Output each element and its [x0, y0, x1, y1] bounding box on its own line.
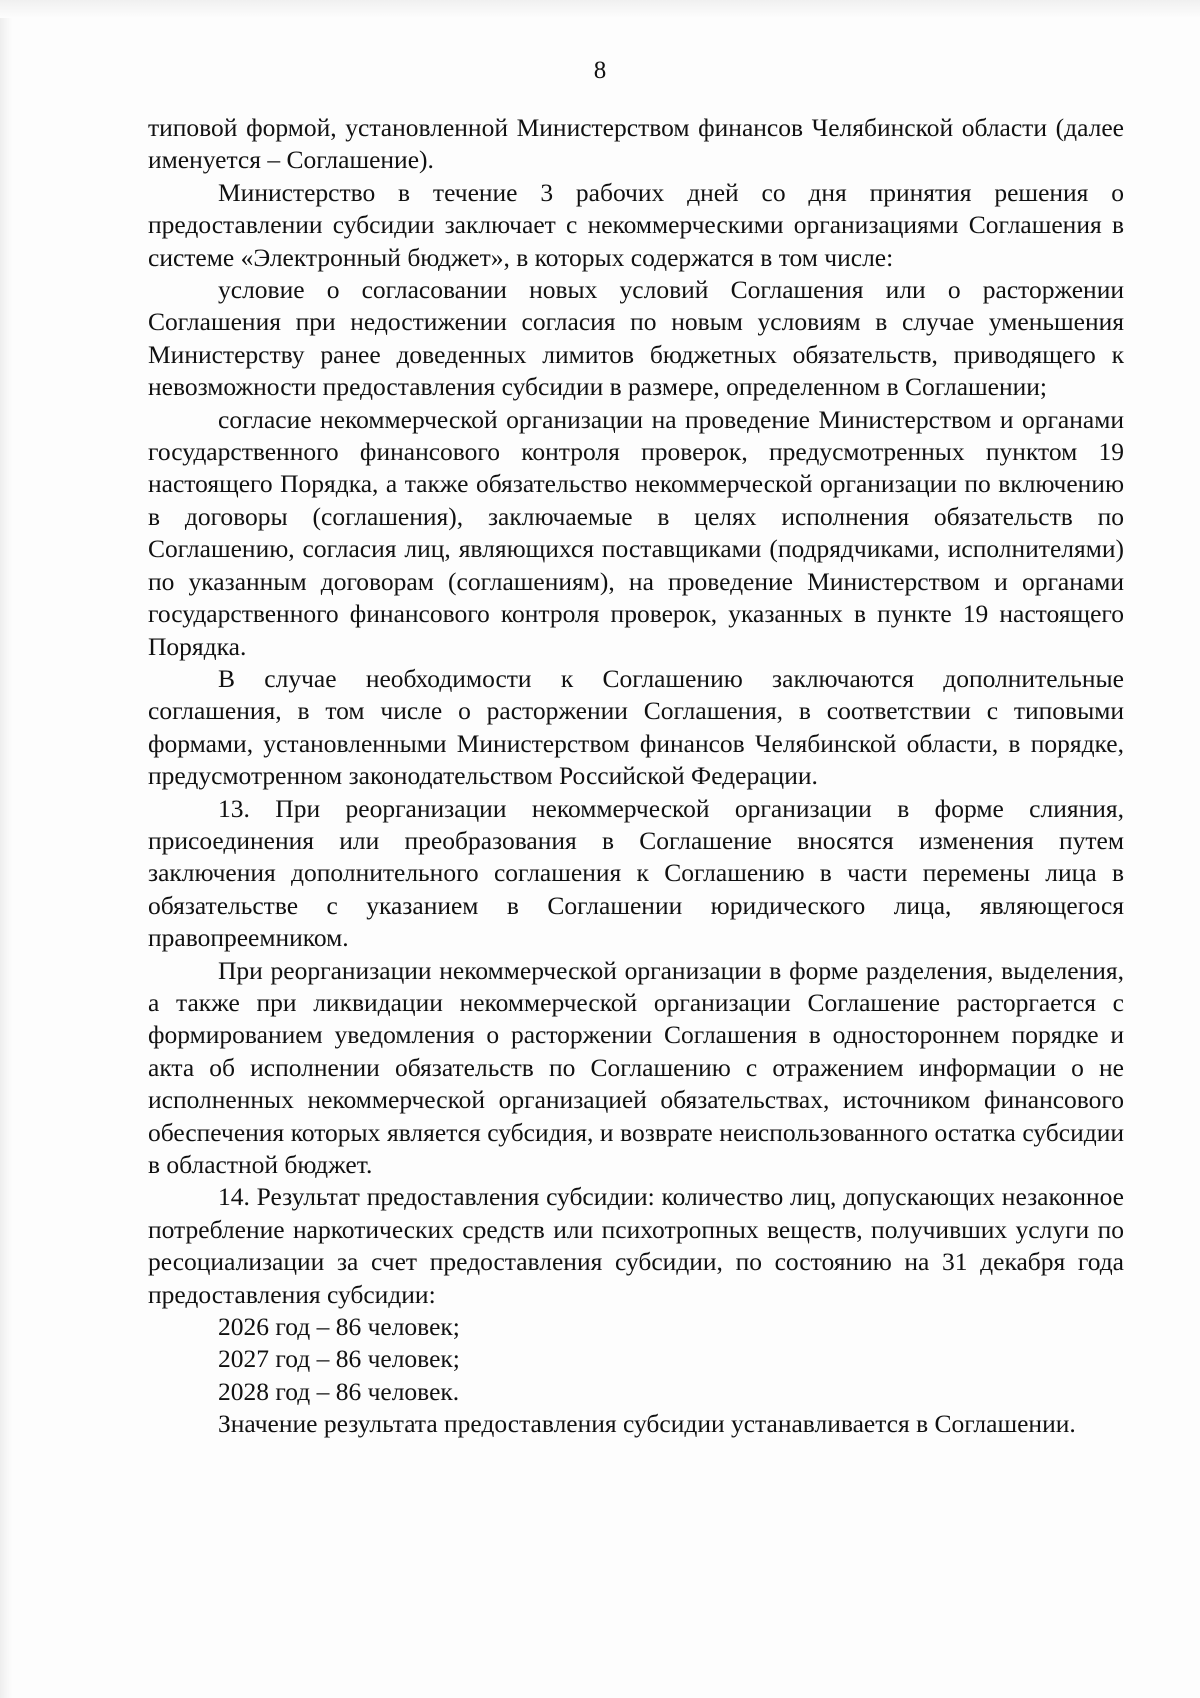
scan-edge-shadow: [0, 0, 12, 1698]
paragraph: Значение результата предоставления субсидии устанавливается в Соглашении.: [218, 1409, 1076, 1439]
paragraph: согласие некоммерческой организации на проведение Министерством и органами государственного финансового контроля проверок, предусмотренных пунктом 19 настоящего Порядка, а также обязательство некоммерческой организации по включению в договоры (соглашения), заключаемые в целях исполнения обязательств по Соглашению, согласия лиц, являющихся поставщиками (подрядчиками, исполнителями) по указанным договорам (соглашениям), на проведение Министерством и органами государственного финансового контроля проверок, указанных в пункте 19 настоящего Порядка.: [148, 404, 1124, 661]
paragraph: При реорганизации некоммерческой организации в форме разделения, выделения, а также при ликвидации некоммерческой организации Соглашение расторгается с формированием уведомления о расторжении Соглашения в одностороннем порядке и акта об исполнении обязательств по Соглашению с отражением информации о не исполненных некоммерческой организацией обязательствах, источником финансового обеспечения которых является субсидия, и возврате неиспользованного остатка субсидии в областной бюджет.: [148, 955, 1124, 1179]
paragraph: В случае необходимости к Соглашению заключаются дополнительные соглашения, в том числе о расторжении Соглашения, в соответствии с типовыми формами, установленными Министерством финансов Челябинской области, в порядке, предусмотренном законодательством Российской Федерации.: [148, 663, 1124, 791]
paragraph: Министерство в течение 3 рабочих дней со дня принятия решения о предоставлении субсидии заключает с некоммерческими организациями Соглашения в системе «Электронный бюджет», в которых содержатся в том числе:: [148, 177, 1124, 272]
paragraph-continuation: типовой формой, установленной Министерством финансов Челябинской области (далее именуется – Соглашение).: [148, 113, 1124, 175]
paragraph-clause-14: 14. Результат предоставления субсидии: количество лиц, допускающих незаконное потребление наркотических средств или психотропных веществ, получивших услуги по ресоциализации за счет предоставления субсидии, по состоянию на 31 декабря года предоставления субсидии:: [148, 1182, 1124, 1309]
list-item-2028: 2028 год – 86 человек.: [218, 1376, 460, 1406]
document-body: [148, 112, 1124, 1441]
paragraph: условие о согласовании новых условий Соглашения или о расторжении Соглашения при недостижении согласия по новым условиям в случае уменьшения Министерству ранее доведенных лимитов бюджетных обязательств, приводящего к невозможности предоставления субсидии в размере, определенном в Соглашении;: [148, 275, 1124, 402]
paragraph-clause-13: 13. При реорганизации некоммерческой организации в форме слияния, присоединения или преобразования в Соглашение вносятся изменения путем заключения дополнительного соглашения к Соглашению в части перемены лица в обязательстве с указанием в Соглашении юридического лица, являющегося правопреемником.: [148, 793, 1124, 953]
list-item-2026: 2026 год – 86 человек;: [218, 1312, 460, 1342]
list-item-2027: 2027 год – 86 человек;: [218, 1344, 460, 1374]
scan-top-shadow: [0, 0, 1200, 18]
page-number: 8: [593, 57, 607, 84]
